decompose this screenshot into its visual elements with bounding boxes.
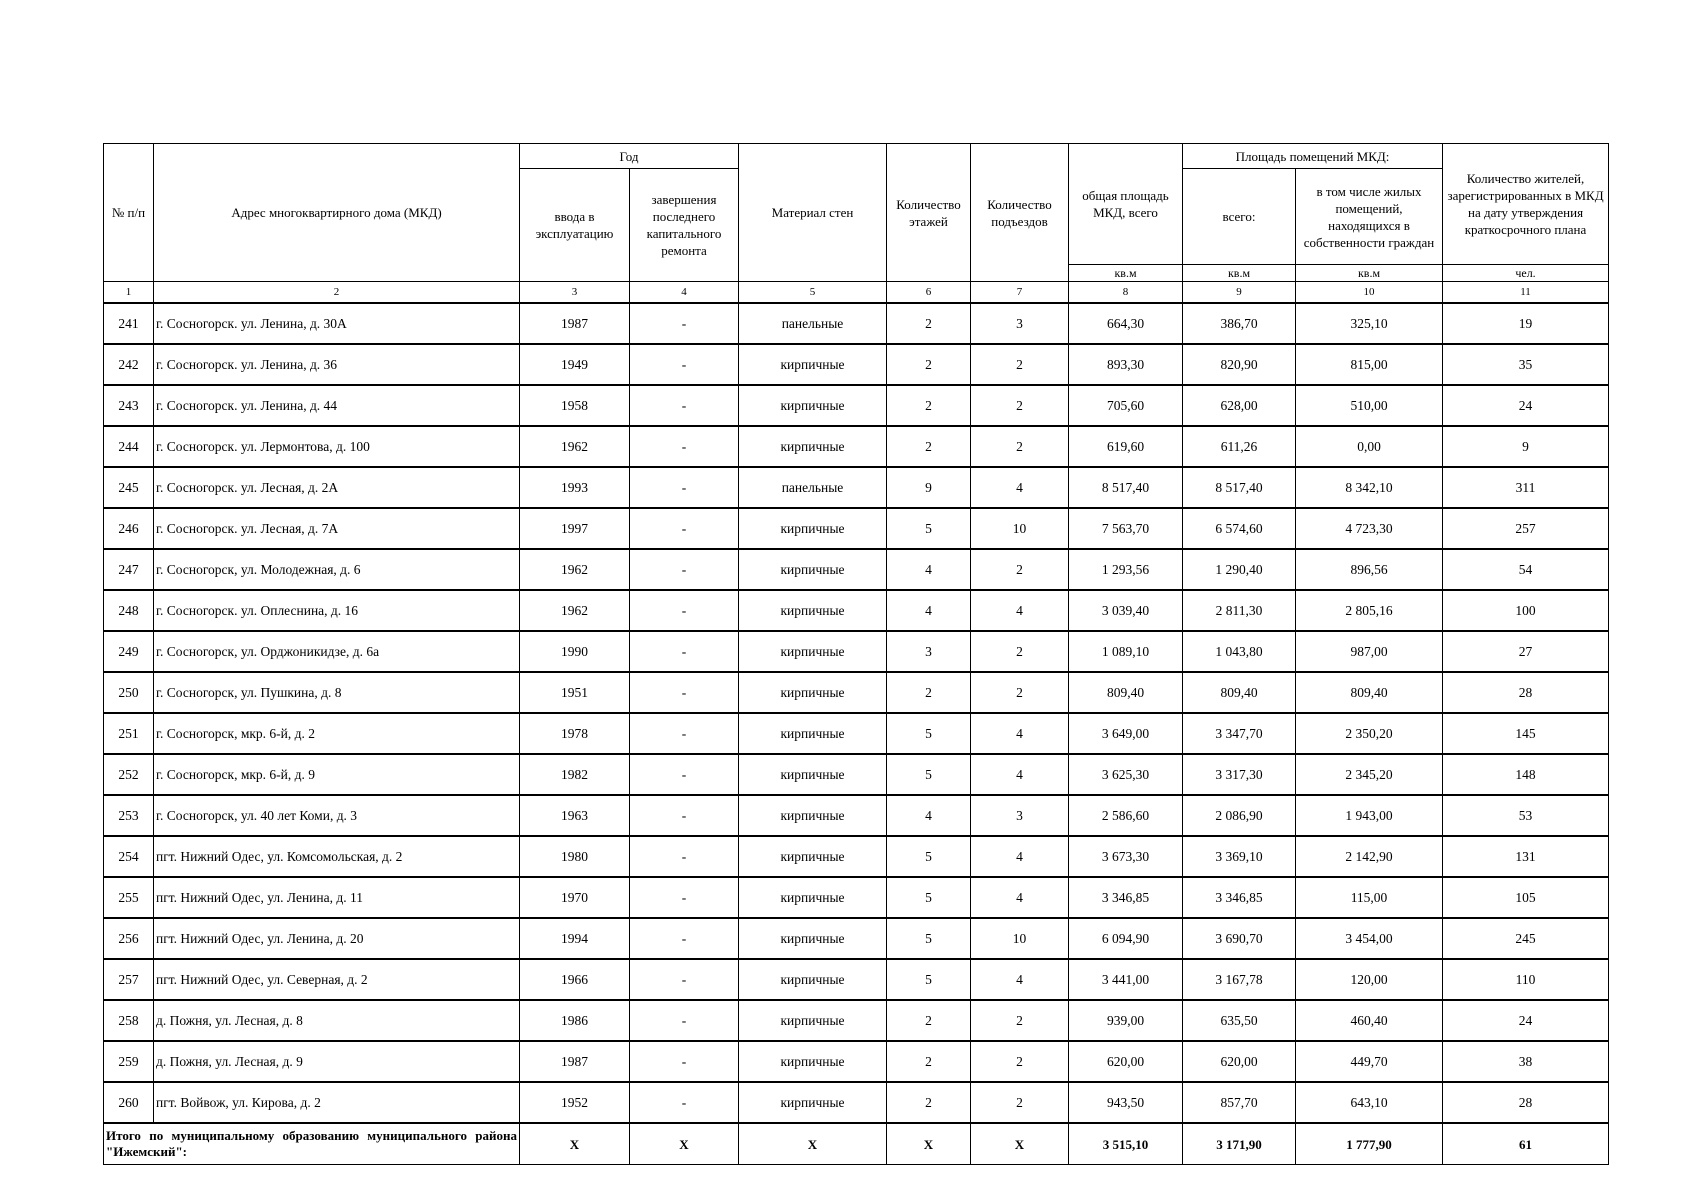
row-material: кирпичные — [739, 713, 887, 754]
row-area-total: 6 094,90 — [1069, 918, 1183, 959]
header-wall-material: Материал стен — [739, 144, 887, 282]
row-material: кирпичные — [739, 549, 887, 590]
row-area-premises: 3 346,85 — [1183, 877, 1296, 918]
row-material: кирпичные — [739, 426, 887, 467]
row-address: г. Сосногорск, ул. 40 лет Коми, д. 3 — [154, 795, 520, 836]
unit-area-total: кв.м — [1069, 265, 1183, 282]
row-area-premises: 1 290,40 — [1183, 549, 1296, 590]
row-area-total: 7 563,70 — [1069, 508, 1183, 549]
row-address: г. Сосногорск. ул. Лесная, д. 7А — [154, 508, 520, 549]
row-floors: 2 — [887, 1082, 971, 1123]
row-entrances: 10 — [971, 508, 1069, 549]
row-repair: - — [630, 426, 739, 467]
row-number: 243 — [104, 385, 154, 426]
row-address: пгт. Нижний Одес, ул. Ленина, д. 11 — [154, 877, 520, 918]
row-floors: 9 — [887, 467, 971, 508]
row-address: пгт. Нижний Одес, ул. Северная, д. 2 — [154, 959, 520, 1000]
row-material: кирпичные — [739, 590, 887, 631]
row-year: 1970 — [520, 877, 630, 918]
row-repair: - — [630, 590, 739, 631]
row-address: д. Пожня, ул. Лесная, д. 8 — [154, 1000, 520, 1041]
row-residents: 105 — [1443, 877, 1609, 918]
table-row — [104, 672, 1609, 713]
column-number: 9 — [1183, 282, 1296, 304]
row-entrances: 2 — [971, 1082, 1069, 1123]
unit-residents: чел. — [1443, 265, 1609, 282]
table-row — [104, 1082, 1609, 1123]
row-material: панельные — [739, 467, 887, 508]
total-entrances: X — [971, 1123, 1069, 1165]
row-address: пгт. Нижний Одес, ул. Ленина, д. 20 — [154, 918, 520, 959]
row-residents: 28 — [1443, 1082, 1609, 1123]
row-entrances: 2 — [971, 549, 1069, 590]
table-row — [104, 385, 1609, 426]
row-material: кирпичные — [739, 385, 887, 426]
row-repair: - — [630, 1041, 739, 1082]
row-floors: 4 — [887, 795, 971, 836]
row-floors: 5 — [887, 754, 971, 795]
row-entrances: 3 — [971, 795, 1069, 836]
table-row — [104, 1000, 1609, 1041]
table-row — [104, 549, 1609, 590]
row-area-residential: 120,00 — [1296, 959, 1443, 1000]
row-floors: 5 — [887, 508, 971, 549]
row-repair: - — [630, 877, 739, 918]
row-repair: - — [630, 672, 739, 713]
row-area-premises: 3 167,78 — [1183, 959, 1296, 1000]
column-number: 8 — [1069, 282, 1183, 304]
column-number: 5 — [739, 282, 887, 304]
table-row — [104, 1041, 1609, 1082]
row-area-total: 809,40 — [1069, 672, 1183, 713]
row-floors: 5 — [887, 959, 971, 1000]
row-year: 1962 — [520, 426, 630, 467]
row-year: 1962 — [520, 549, 630, 590]
row-area-premises: 628,00 — [1183, 385, 1296, 426]
row-address: д. Пожня, ул. Лесная, д. 9 — [154, 1041, 520, 1082]
row-material: кирпичные — [739, 631, 887, 672]
row-repair: - — [630, 508, 739, 549]
row-area-total: 1 293,56 — [1069, 549, 1183, 590]
row-area-premises: 620,00 — [1183, 1041, 1296, 1082]
table-body — [104, 303, 1609, 1165]
row-area-residential: 809,40 — [1296, 672, 1443, 713]
row-entrances: 4 — [971, 959, 1069, 1000]
row-number: 244 — [104, 426, 154, 467]
row-residents: 28 — [1443, 672, 1609, 713]
table-row — [104, 877, 1609, 918]
row-floors: 2 — [887, 672, 971, 713]
header-year-commission: ввода в эксплуатацию — [520, 169, 630, 282]
total-area-residential: 1 777,90 — [1296, 1123, 1443, 1165]
row-material: кирпичные — [739, 672, 887, 713]
row-entrances: 10 — [971, 918, 1069, 959]
row-floors: 4 — [887, 590, 971, 631]
header-floors: Количество этажей — [887, 144, 971, 282]
row-area-residential: 0,00 — [1296, 426, 1443, 467]
row-entrances: 4 — [971, 877, 1069, 918]
row-residents: 100 — [1443, 590, 1609, 631]
row-area-total: 943,50 — [1069, 1082, 1183, 1123]
row-year: 1952 — [520, 1082, 630, 1123]
table-row — [104, 426, 1609, 467]
row-residents: 35 — [1443, 344, 1609, 385]
row-area-residential: 815,00 — [1296, 344, 1443, 385]
row-number: 248 — [104, 590, 154, 631]
row-number: 254 — [104, 836, 154, 877]
row-material: кирпичные — [739, 1041, 887, 1082]
row-repair: - — [630, 467, 739, 508]
row-address: г. Сосногорск, мкр. 6-й, д. 9 — [154, 754, 520, 795]
row-area-premises: 635,50 — [1183, 1000, 1296, 1041]
row-repair: - — [630, 631, 739, 672]
row-address: г. Сосногорск. ул. Оплеснина, д. 16 — [154, 590, 520, 631]
table-row — [104, 713, 1609, 754]
row-entrances: 4 — [971, 590, 1069, 631]
row-address: пгт. Нижний Одес, ул. Комсомольская, д. 2 — [154, 836, 520, 877]
row-number: 247 — [104, 549, 154, 590]
row-area-residential: 8 342,10 — [1296, 467, 1443, 508]
row-year: 1987 — [520, 303, 630, 344]
column-number: 1 — [104, 282, 154, 304]
row-area-premises: 2 811,30 — [1183, 590, 1296, 631]
row-area-total: 3 649,00 — [1069, 713, 1183, 754]
row-material: кирпичные — [739, 836, 887, 877]
row-area-residential: 2 805,16 — [1296, 590, 1443, 631]
row-area-residential: 449,70 — [1296, 1041, 1443, 1082]
row-area-residential: 2 345,20 — [1296, 754, 1443, 795]
row-year: 1993 — [520, 467, 630, 508]
table-row — [104, 508, 1609, 549]
row-address: г. Сосногорск, ул. Пушкина, д. 8 — [154, 672, 520, 713]
row-year: 1958 — [520, 385, 630, 426]
row-floors: 2 — [887, 303, 971, 344]
row-repair: - — [630, 303, 739, 344]
row-floors: 5 — [887, 713, 971, 754]
row-area-premises: 1 043,80 — [1183, 631, 1296, 672]
row-area-total: 3 625,30 — [1069, 754, 1183, 795]
table-header — [104, 144, 1609, 304]
row-year: 1980 — [520, 836, 630, 877]
header-year-group: Год — [520, 144, 739, 169]
row-year: 1962 — [520, 590, 630, 631]
header-total-area: общая площадь МКД, всего — [1069, 144, 1183, 265]
mkd-table — [103, 143, 1609, 1165]
header-year-repair: завершения последнего капитального ремонта — [630, 169, 739, 282]
row-number: 255 — [104, 877, 154, 918]
header-premises-group: Площадь помещений МКД: — [1183, 144, 1443, 169]
row-residents: 24 — [1443, 385, 1609, 426]
column-number: 2 — [154, 282, 520, 304]
row-area-residential: 643,10 — [1296, 1082, 1443, 1123]
row-repair: - — [630, 754, 739, 795]
row-area-premises: 820,90 — [1183, 344, 1296, 385]
row-area-premises: 3 347,70 — [1183, 713, 1296, 754]
row-year: 1951 — [520, 672, 630, 713]
row-number: 253 — [104, 795, 154, 836]
row-number: 250 — [104, 672, 154, 713]
row-floors: 5 — [887, 836, 971, 877]
row-area-residential: 2 350,20 — [1296, 713, 1443, 754]
table-row — [104, 590, 1609, 631]
row-year: 1978 — [520, 713, 630, 754]
row-residents: 110 — [1443, 959, 1609, 1000]
row-floors: 2 — [887, 1000, 971, 1041]
row-residents: 131 — [1443, 836, 1609, 877]
header-num: № п/п — [104, 144, 154, 282]
column-number: 3 — [520, 282, 630, 304]
row-area-residential: 2 142,90 — [1296, 836, 1443, 877]
table-row — [104, 467, 1609, 508]
table-row — [104, 344, 1609, 385]
row-number: 249 — [104, 631, 154, 672]
row-entrances: 2 — [971, 1000, 1069, 1041]
row-area-residential: 510,00 — [1296, 385, 1443, 426]
column-number: 4 — [630, 282, 739, 304]
row-area-residential: 4 723,30 — [1296, 508, 1443, 549]
header-residents: Количество жителей, зарегистрированных в МКД на дату утверждения краткосрочного плана — [1443, 144, 1609, 265]
unit-area-residential: кв.м — [1296, 265, 1443, 282]
row-entrances: 4 — [971, 713, 1069, 754]
row-entrances: 2 — [971, 344, 1069, 385]
row-area-premises: 3 317,30 — [1183, 754, 1296, 795]
row-address: г. Сосногорск. ул. Лесная, д. 2А — [154, 467, 520, 508]
row-repair: - — [630, 959, 739, 1000]
row-material: кирпичные — [739, 344, 887, 385]
row-number: 251 — [104, 713, 154, 754]
total-year: X — [520, 1123, 630, 1165]
row-floors: 2 — [887, 1041, 971, 1082]
row-address: г. Сосногорск, ул. Орджоникидзе, д. 6а — [154, 631, 520, 672]
table-row — [104, 631, 1609, 672]
total-material: X — [739, 1123, 887, 1165]
row-residents: 19 — [1443, 303, 1609, 344]
row-floors: 3 — [887, 631, 971, 672]
row-address: г. Сосногорск, ул. Молодежная, д. 6 — [154, 549, 520, 590]
row-area-total: 619,60 — [1069, 426, 1183, 467]
row-area-total: 893,30 — [1069, 344, 1183, 385]
row-entrances: 2 — [971, 631, 1069, 672]
row-area-premises: 3 369,10 — [1183, 836, 1296, 877]
row-area-total: 664,30 — [1069, 303, 1183, 344]
row-floors: 2 — [887, 385, 971, 426]
row-number: 241 — [104, 303, 154, 344]
row-residents: 24 — [1443, 1000, 1609, 1041]
column-numbers-row — [104, 282, 1609, 304]
column-number: 10 — [1296, 282, 1443, 304]
row-area-premises: 2 086,90 — [1183, 795, 1296, 836]
row-area-premises: 8 517,40 — [1183, 467, 1296, 508]
row-year: 1987 — [520, 1041, 630, 1082]
row-address: г. Сосногорск. ул. Лермонтова, д. 100 — [154, 426, 520, 467]
row-address: г. Сосногорск. ул. Ленина, д. 30А — [154, 303, 520, 344]
row-year: 1997 — [520, 508, 630, 549]
table-row — [104, 303, 1609, 344]
row-area-residential: 1 943,00 — [1296, 795, 1443, 836]
row-repair: - — [630, 918, 739, 959]
row-residents: 27 — [1443, 631, 1609, 672]
header-premises-total: всего: — [1183, 169, 1296, 265]
row-area-premises: 386,70 — [1183, 303, 1296, 344]
row-year: 1990 — [520, 631, 630, 672]
total-repair: X — [630, 1123, 739, 1165]
row-area-total: 1 089,10 — [1069, 631, 1183, 672]
row-address: г. Сосногорск, мкр. 6-й, д. 2 — [154, 713, 520, 754]
row-year: 1982 — [520, 754, 630, 795]
header-address: Адрес многоквартирного дома (МКД) — [154, 144, 520, 282]
row-material: кирпичные — [739, 918, 887, 959]
row-area-total: 2 586,60 — [1069, 795, 1183, 836]
row-material: кирпичные — [739, 1082, 887, 1123]
row-entrances: 4 — [971, 467, 1069, 508]
row-repair: - — [630, 1000, 739, 1041]
row-area-premises: 611,26 — [1183, 426, 1296, 467]
row-residents: 38 — [1443, 1041, 1609, 1082]
row-repair: - — [630, 344, 739, 385]
row-residents: 145 — [1443, 713, 1609, 754]
row-area-total: 705,60 — [1069, 385, 1183, 426]
row-year: 1949 — [520, 344, 630, 385]
table-row — [104, 918, 1609, 959]
row-number: 256 — [104, 918, 154, 959]
row-area-residential: 896,56 — [1296, 549, 1443, 590]
row-year: 1994 — [520, 918, 630, 959]
row-area-total: 8 517,40 — [1069, 467, 1183, 508]
row-repair: - — [630, 836, 739, 877]
row-number: 260 — [104, 1082, 154, 1123]
row-area-total: 620,00 — [1069, 1041, 1183, 1082]
row-area-premises: 809,40 — [1183, 672, 1296, 713]
row-floors: 4 — [887, 549, 971, 590]
row-area-residential: 460,40 — [1296, 1000, 1443, 1041]
header-entrances: Количество подъездов — [971, 144, 1069, 282]
row-material: кирпичные — [739, 754, 887, 795]
table-row — [104, 959, 1609, 1000]
row-number: 257 — [104, 959, 154, 1000]
row-residents: 148 — [1443, 754, 1609, 795]
row-residents: 257 — [1443, 508, 1609, 549]
row-area-total: 3 441,00 — [1069, 959, 1183, 1000]
row-entrances: 2 — [971, 385, 1069, 426]
column-number: 6 — [887, 282, 971, 304]
header-premises-residential: в том числе жилых помещений, находящихся в собственности граждан — [1296, 169, 1443, 265]
row-year: 1963 — [520, 795, 630, 836]
table-row — [104, 795, 1609, 836]
row-repair: - — [630, 385, 739, 426]
row-residents: 245 — [1443, 918, 1609, 959]
row-address: г. Сосногорск. ул. Ленина, д. 36 — [154, 344, 520, 385]
row-year: 1986 — [520, 1000, 630, 1041]
row-residents: 54 — [1443, 549, 1609, 590]
row-area-premises: 6 574,60 — [1183, 508, 1296, 549]
row-repair: - — [630, 795, 739, 836]
row-number: 258 — [104, 1000, 154, 1041]
row-area-premises: 857,70 — [1183, 1082, 1296, 1123]
row-repair: - — [630, 1082, 739, 1123]
total-residents: 61 — [1443, 1123, 1609, 1165]
row-material: кирпичные — [739, 959, 887, 1000]
row-floors: 5 — [887, 877, 971, 918]
table-row — [104, 754, 1609, 795]
row-residents: 9 — [1443, 426, 1609, 467]
row-residents: 53 — [1443, 795, 1609, 836]
row-number: 246 — [104, 508, 154, 549]
row-entrances: 2 — [971, 1041, 1069, 1082]
row-address: г. Сосногорск. ул. Ленина, д. 44 — [154, 385, 520, 426]
row-entrances: 4 — [971, 754, 1069, 795]
row-area-premises: 3 690,70 — [1183, 918, 1296, 959]
table-row — [104, 836, 1609, 877]
unit-area-premises: кв.м — [1183, 265, 1296, 282]
total-floors: X — [887, 1123, 971, 1165]
total-label: Итого по муниципальному образованию муниципального района "Ижемский": — [104, 1123, 520, 1165]
row-floors: 5 — [887, 918, 971, 959]
row-area-residential: 987,00 — [1296, 631, 1443, 672]
row-material: кирпичные — [739, 877, 887, 918]
row-area-residential: 325,10 — [1296, 303, 1443, 344]
row-year: 1966 — [520, 959, 630, 1000]
row-material: кирпичные — [739, 508, 887, 549]
row-area-residential: 3 454,00 — [1296, 918, 1443, 959]
row-address: пгт. Войвож, ул. Кирова, д. 2 — [154, 1082, 520, 1123]
row-number: 252 — [104, 754, 154, 795]
row-area-residential: 115,00 — [1296, 877, 1443, 918]
row-entrances: 4 — [971, 836, 1069, 877]
row-floors: 2 — [887, 344, 971, 385]
row-number: 259 — [104, 1041, 154, 1082]
total-area-total: 3 515,10 — [1069, 1123, 1183, 1165]
mkd-register-sheet — [103, 143, 1608, 1165]
row-area-total: 939,00 — [1069, 1000, 1183, 1041]
row-material: кирпичные — [739, 795, 887, 836]
row-number: 242 — [104, 344, 154, 385]
row-material: панельные — [739, 303, 887, 344]
row-floors: 2 — [887, 426, 971, 467]
row-area-total: 3 039,40 — [1069, 590, 1183, 631]
total-row — [104, 1123, 1609, 1165]
row-area-total: 3 346,85 — [1069, 877, 1183, 918]
total-area-premises: 3 171,90 — [1183, 1123, 1296, 1165]
row-material: кирпичные — [739, 1000, 887, 1041]
row-area-total: 3 673,30 — [1069, 836, 1183, 877]
column-number: 11 — [1443, 282, 1609, 304]
row-entrances: 2 — [971, 672, 1069, 713]
row-entrances: 3 — [971, 303, 1069, 344]
column-number: 7 — [971, 282, 1069, 304]
row-residents: 311 — [1443, 467, 1609, 508]
row-number: 245 — [104, 467, 154, 508]
row-repair: - — [630, 713, 739, 754]
row-repair: - — [630, 549, 739, 590]
row-entrances: 2 — [971, 426, 1069, 467]
